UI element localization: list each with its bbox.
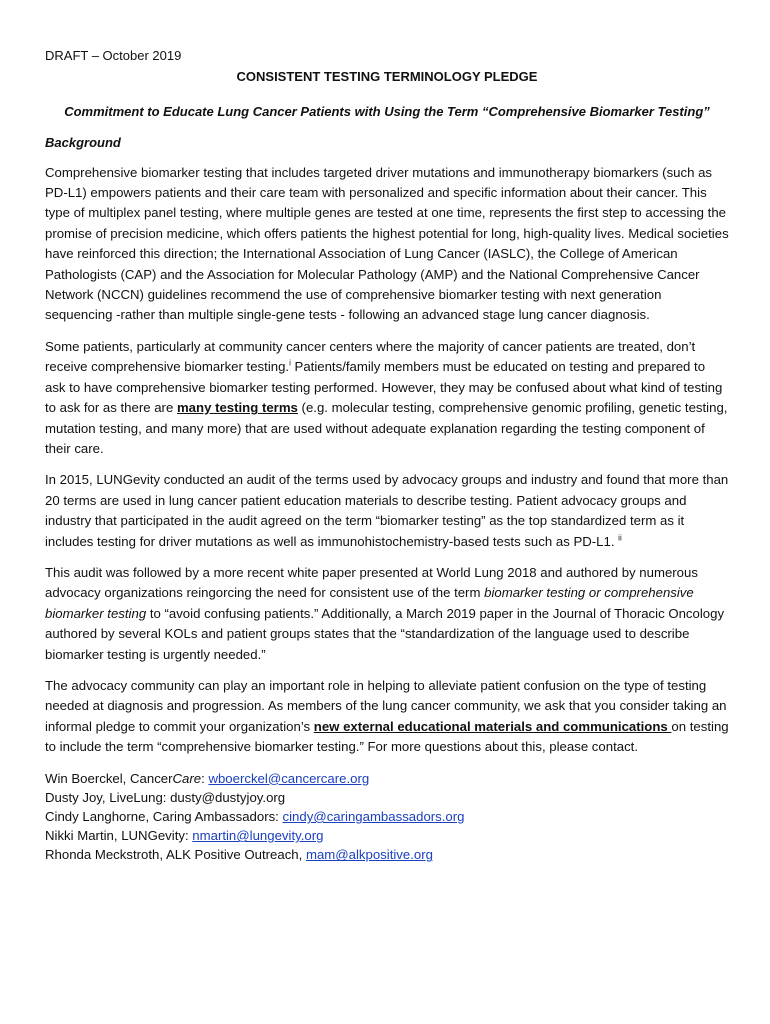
signatory-langhorne [45,807,729,826]
signatory-joy: Dusty Joy, LiveLung: dusty@dustyjoy.org [45,789,286,805]
paragraph-2-text-b: Patients/family members must be educated on testing and prepared to ask to have comprehensive biomarker testing performed. However, they may be confused about what kind of testing to ask for as there are [45,359,723,416]
signatories-list [45,769,729,865]
paragraph-4-text-a: This audit was followed by a more recent white paper presented at World Lung 2018 and authored by numerous advocacy organizations reingorcing the need for consistent use of the term [45,564,698,601]
signatory-meckstroth [45,845,729,864]
email-link-langhorne[interactable]: cindy@caringambassadors.org [282,809,465,824]
footnote-marker-i[interactable]: i [289,358,291,368]
signatory-name: Win Boerckel, Cancer [45,770,173,786]
paragraph-5 [45,676,729,758]
signatory-martin [45,826,729,845]
paragraph-4-text-b: to “avoid confusing patients.” Additionally, a March 2019 paper in the Journal of Thoracic Oncology authored by several KOLs and patient groups states that the “standardization of the language used to describe biomarker testing is urgently needed.” [45,605,725,662]
paragraph-1: Comprehensive biomarker testing that includes targeted driver mutations and immunotherapy biomarkers (such as PD-L1) empowers patients and their care team with personalized and specific information about their cancer. This type of multiplex panel testing, where multiple genes are tested at one time, represents the first step to accessing the promise of precision medicine, which offers patients the highest potential for long, high-quality lives. Medical societies have reinforced this direction; the International Association of Lung Cancer (IASLC), the College of American Pathologists (CAP) and the Association for Molecular Pathology (AMP) and the National Comprehensive Cancer Network (NCCN) guidelines recommend the use of comprehensive biomarker testing with next generation sequencing -rather than multiple single-gene tests - following an advanced stage lung cancer diagnosis. [45,164,729,323]
email-link-martin[interactable]: nmartin@lungevity.org [192,828,324,844]
emphasis-many-testing-terms: many testing terms [176,400,298,416]
footnote-marker-ii[interactable]: ii [618,533,622,543]
paragraph-5-text-a: The advocacy community can play an important role in helping to alleviate patient confusion on the type of testing needed at diagnosis and progression. As members of the lung cancer community, we ask that you consider taking an informal pledge to commit your organization’s [45,677,727,734]
paragraph-2-text-a: Some patients, particularly at community cancer centers where the majority of cancer patients are treated, don’t receive comprehensive biomarker testing. [45,338,696,375]
paragraph-5-text-b: on testing to include the term “comprehensive biomarker testing.” For more questions about this, please contact. [45,718,729,755]
document-page [45,46,729,865]
emphasis-new-materials: new external educational materials and communications [313,718,672,734]
document-title: CONSISTENT TESTING TERMINOLOGY PLEDGE [236,69,538,85]
org-italic: Care [172,770,202,786]
signatory-boerckel [45,769,729,788]
email-link-meckstroth[interactable]: mam@alkpositive.org [305,847,433,863]
draft-label: DRAFT – October 2019 [45,48,182,63]
separator: : [201,770,209,786]
document-subtitle: Commitment to Educate Lung Cancer Patients with Using the Term “Comprehensive Biomarker Testing” [64,103,710,119]
italic-term-biomarker-testing: biomarker testing or comprehensive biomarker testing [45,585,694,621]
paragraph-3-text: In 2015, LUNGevity conducted an audit of the terms used by advocacy groups and industry and found that more than 20 terms are used in lung cancer patient education materials to describe testing. Patient advocacy groups and industry that participated in the audit agreed on the term “biomarker testing” as the top standardized term as it includes testing for driver mutations as well as immunohistochemistry-based tests such as PD-L1. [45,472,729,549]
signatory-name: Cindy Langhorne, Caring Ambassadors: [45,809,283,824]
email-link-boerckel[interactable]: wboerckel@cancercare.org [208,770,370,786]
paragraph-3 [45,470,729,552]
paragraph-4 [45,563,729,665]
section-heading-background: Background [45,135,121,151]
signatory-name: Rhonda Meckstroth, ALK Positive Outreach, [45,847,306,863]
paragraph-2-text-c: (e.g. molecular testing, comprehensive genomic profiling, genetic testing, mutation testing, and many more) that are used without adequate explanation regarding the testing component of their care. [45,400,728,456]
signatory-name: Nikki Martin, LUNGevity: [45,828,193,844]
paragraph-2 [45,337,729,459]
